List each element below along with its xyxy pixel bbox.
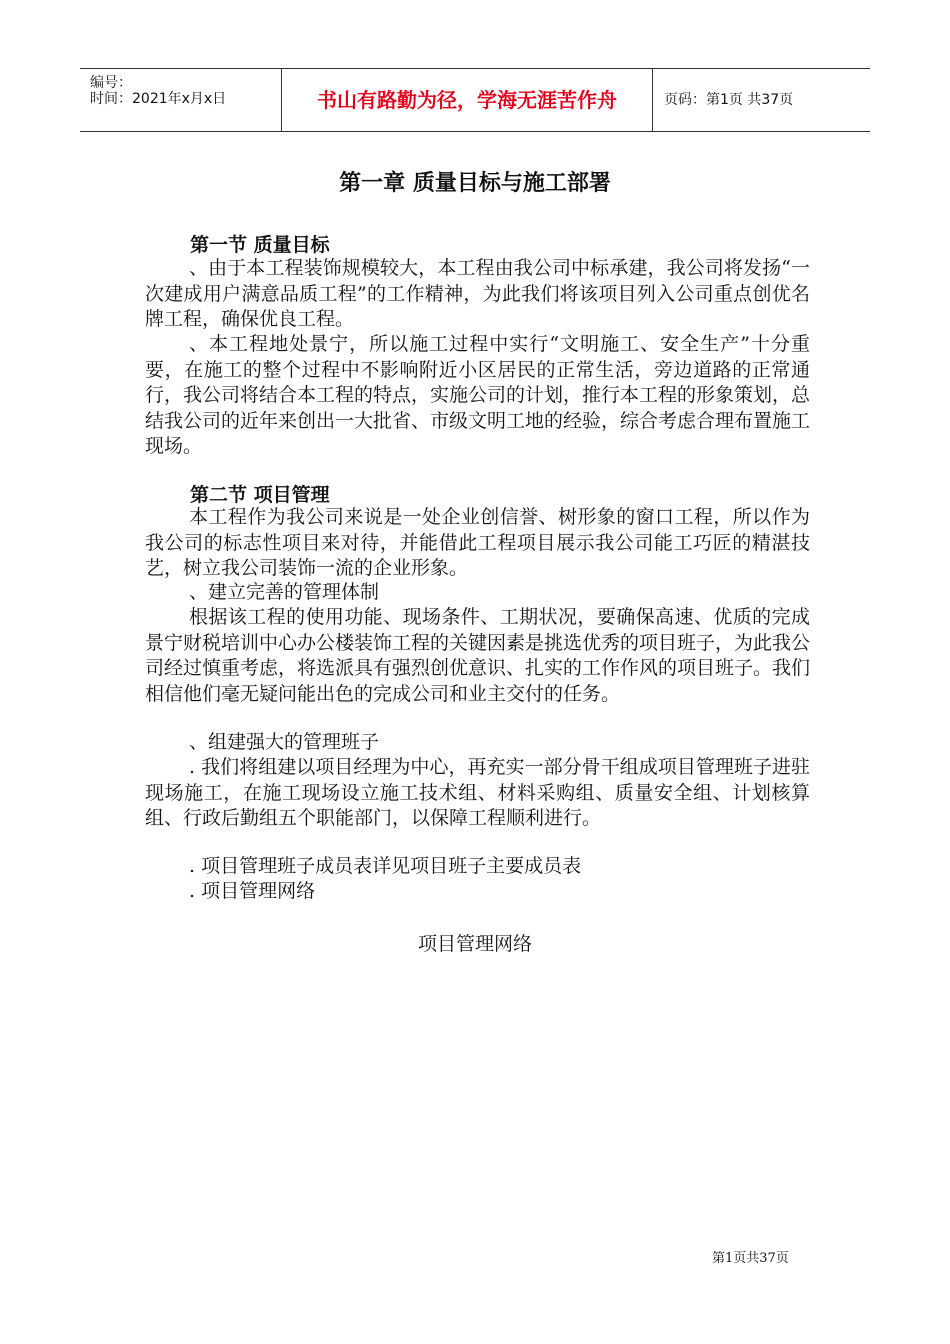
header-motto: 书山有路勤为径，学海无涯苦作舟 [317,88,617,112]
paragraph: . 项目管理班子成员表详见项目班子主要成员表 [189,855,582,877]
section-title-management: 第二节 项目管理 [190,484,330,506]
paragraph: 、建立完善的管理体制 [189,581,380,603]
paragraph: 、本工程地处景宁，所以施工过程中实行“文明施工、安全生产”十分重要，在施工的整个过程中不影响附近小区居民的正常生活，旁边道路的正常通行，我公司将结合本工程的特点，实施公司的计划，推行本工程的形象策划，总结我公司的近年来创出一大批省、市级文明工地的经验，综合考虑合理布置施工现场。 [145,333,811,457]
paragraph: 、由于本工程装饰规模较大，本工程由我公司中标承建，我公司将发扬“一次建成用户满意品质工程”的工作精神，为此我们将该项目列入公司重点创优名牌工程，确保优良工程。 [145,257,810,330]
time-label: 时间：2021年x月x日 [90,91,227,107]
paragraph: 、组建强大的管理班子 [189,731,380,753]
header-meta [80,69,280,131]
header-page-info: 页码：第1页 共37页 [664,92,794,108]
paragraph: . 项目管理网络 [189,880,316,902]
header-table [80,68,870,132]
chapter-title: 第一章 质量目标与施工部署 [339,171,611,196]
network-caption: 项目管理网络 [417,933,532,955]
paragraph: 根据该工程的使用功能、现场条件、工期状况，要确保高速、优质的完成景宁财税培训中心办公楼装饰工程的关键因素是挑选优秀的项目班子，为此我公司经过慎重考虑，将选派具有强烈创优意识、扎实的工作作风的项目班子。我们相信他们毫无疑问能出色的完成公司和业主交付的任务。 [145,606,811,705]
section-title-quality: 第一节 质量目标 [190,234,330,256]
header-divider [652,69,653,131]
paragraph: 本工程作为我公司来说是一处企业创信誉、树形象的窗口工程，所以作为我公司的标志性项目来对待，并能借此工程项目展示我公司能工巧匠的精湛技艺，树立我公司装饰一流的企业形象。 [145,506,810,579]
number-label: 编号： [90,75,132,91]
paragraph: . 我们将组建以项目经理为中心，再充实一部分骨干组成项目管理班子进驻现场施工，在施工现场设立施工技术组、材料采购组、质量安全组、计划核算组、行政后勤组五个职能部门，以保障工程顺利进行。 [145,756,810,829]
page-footer: 第1页共37页 [712,1251,789,1266]
